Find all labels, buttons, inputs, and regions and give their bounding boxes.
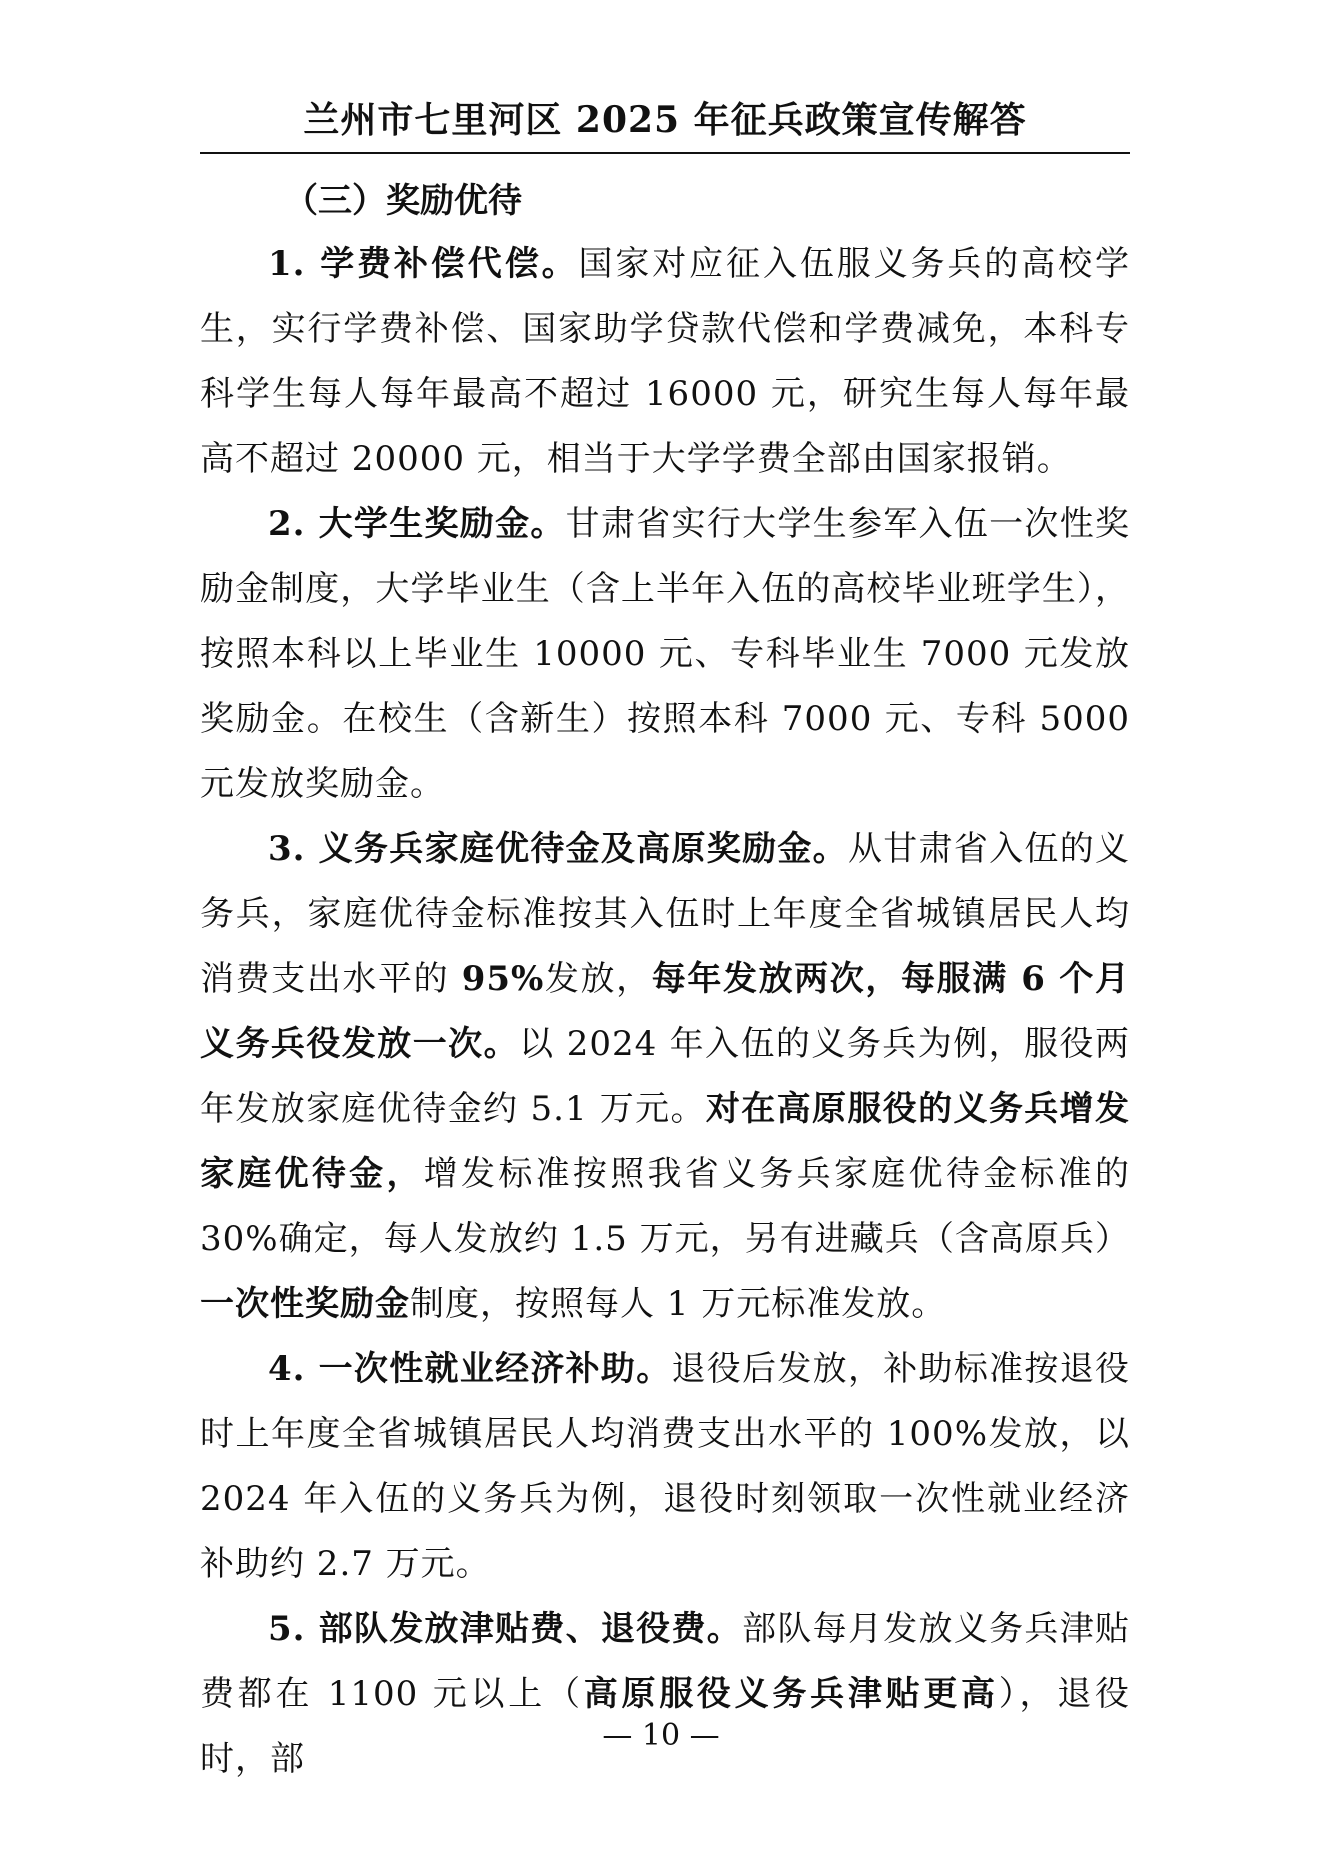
paragraph-allowance-retirement <box>200 1597 1130 1792</box>
section-heading: （三）奖励优待 <box>284 181 522 221</box>
paragraph-text: 增发标准按照我省义务兵家庭优待金标准的 30%确定，每人发放约 1.5 万元，另有进藏兵（含高原兵） <box>200 1154 1130 1259</box>
paragraph-employment-subsidy <box>200 1337 1130 1597</box>
paragraph-text: 制度，按照每人 1 万元标准发放。 <box>410 1284 947 1324</box>
document-body <box>200 170 1130 1792</box>
paragraph-text: 以 2024 年入伍的义务兵为例，服役两年发放家庭优待金约 5.1 万元。 <box>200 1024 1130 1129</box>
paragraph-heading: 3. 义务兵家庭优待金及高原奖励金。 <box>268 829 848 869</box>
emphasis-text: 高原服役义务兵津贴更高 <box>583 1674 999 1714</box>
paragraph-text: 退役后发放，补助标准按退役时上年度全省城镇居民人均消费支出水平的 100%发放，以 2024 年入伍的义务兵为例，退役时刻领取一次性就业经济补助约 2.7 万元。 <box>200 1349 1130 1584</box>
paragraph-text: 部队每月发放义务兵津贴费都在 1100 元以上（ <box>200 1609 1130 1714</box>
paragraph-heading: 2. 大学生奖励金。 <box>268 504 566 544</box>
paragraph-text: 发放， <box>544 959 652 999</box>
page-header-title: 兰州市七里河区 2025 年征兵政策宣传解答 <box>303 99 1027 141</box>
paragraph-text: ），退役时，部 <box>200 1674 1130 1779</box>
emphasis-text: 95% <box>461 959 545 999</box>
emphasis-text: 一次性奖励金 <box>200 1284 410 1324</box>
paragraph-tuition-compensation <box>200 232 1130 492</box>
paragraph-heading: 4. 一次性就业经济补助。 <box>268 1349 672 1389</box>
paragraph-text: 甘肃省实行大学生参军入伍一次性奖励金制度，大学毕业生（含上半年入伍的高校毕业班学生），按照本科以上毕业生 10000 元、专科毕业生 7000 元发放奖励金。在校生（含新生）按照本科 7000 元、专科 5000 元发放奖励金。 <box>200 504 1130 804</box>
emphasis-text: 对在高原服役的义务兵增发家庭优待金， <box>200 1089 1131 1194</box>
paragraph-heading: 1. 学费补偿代偿。 <box>268 244 579 284</box>
header-divider <box>200 152 1130 154</box>
page-number: — 10 — <box>602 1718 720 1753</box>
paragraph-family-allowance <box>200 817 1130 1337</box>
paragraph-heading: 5. 部队发放津贴费、退役费。 <box>268 1609 743 1649</box>
paragraph-text: 国家对应征入伍服义务兵的高校学生，实行学费补偿、国家助学贷款代偿和学费减免，本科专科学生每人每年最高不超过 16000 元，研究生每人每年最高不超过 20000 元，相当于大学学费全部由国家报销。 <box>200 244 1130 479</box>
emphasis-text: 每年发放两次，每服满 6 个月义务兵役发放一次。 <box>200 959 1130 1064</box>
paragraph-text: 从甘肃省入伍的义务兵，家庭优待金标准按其入伍时上年度全省城镇居民人均消费支出水平的 <box>200 829 1130 999</box>
paragraph-student-bonus <box>200 492 1130 817</box>
